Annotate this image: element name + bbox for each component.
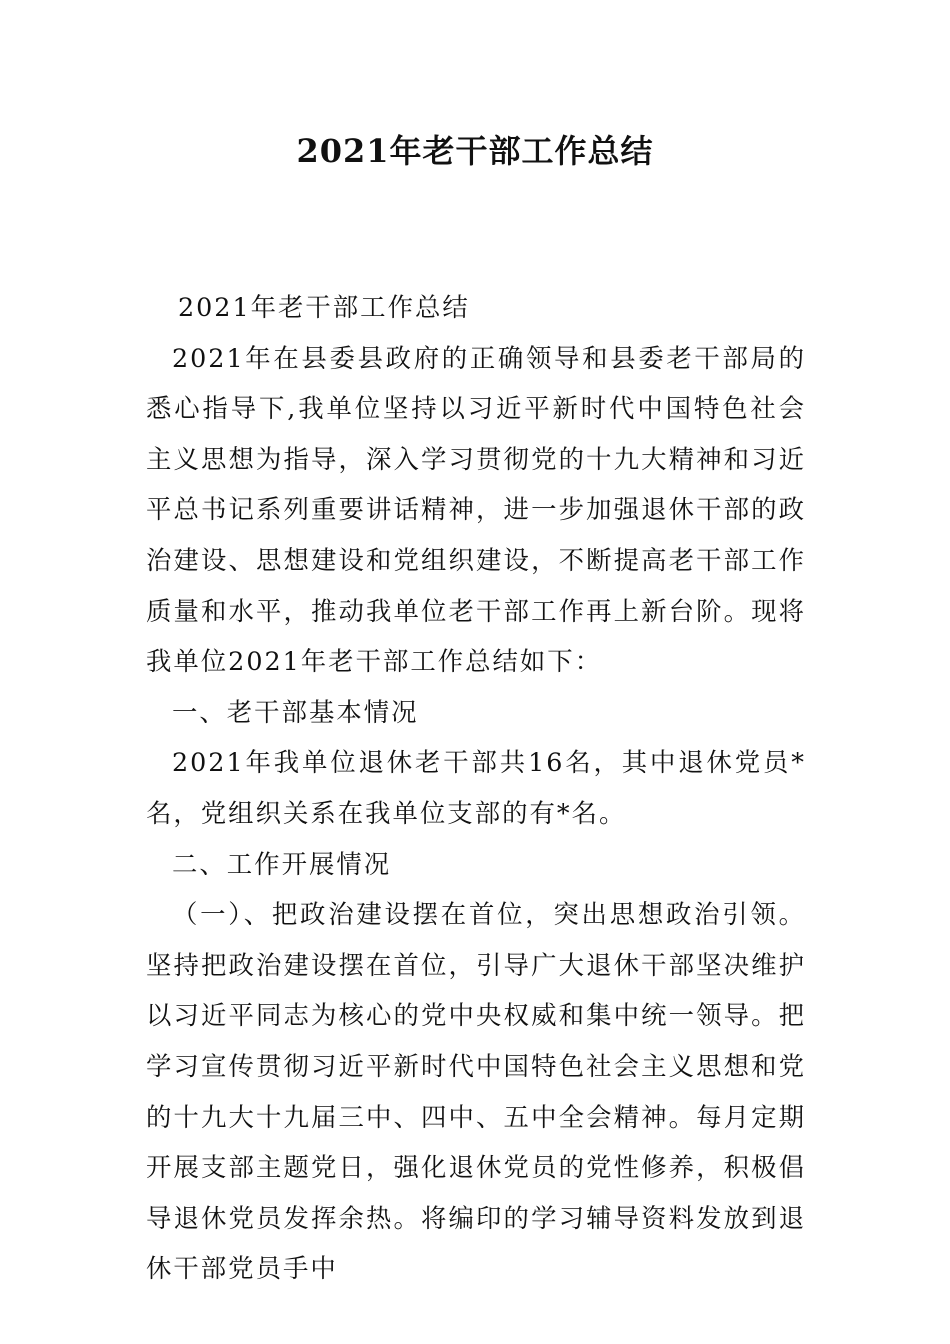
document-body <box>146 282 806 1294</box>
section-heading-work-progress: 二、工作开展情况 <box>172 848 392 879</box>
political-building-paragraph: （一）、把政治建设摆在首位，突出思想政治引领。坚持把政治建设摆在首位，引导广大退休干部坚决维护以习近平同志为核心的党中央权威和集中统一领导。把学习宣传贯彻习近平新时代中国特色社会主义思想和党的十九大十九届三中、四中、五中全会精神。每月定期开展支部主题党日，强化退休党员的党性修养，积极倡导退休党员发挥余热。将编印的学习辅导资料发放到退休干部党员手中 <box>146 899 806 1284</box>
basic-info-paragraph: 2021年我单位退休老干部共16名，其中退休党员*名，党组织关系在我单位支部的有*名。 <box>146 747 806 828</box>
document-title: 2021年老干部工作总结 <box>296 132 654 170</box>
document-subtitle-paragraph: 2021年老干部工作总结 <box>178 292 470 322</box>
section-heading-basic-info: 一、老干部基本情况 <box>172 696 419 727</box>
intro-paragraph: 2021年在县委县政府的正确领导和县委老干部局的悉心指导下,我单位坚持以习近平新时代中国特色社会主义思想为指导，深入学习贯彻党的十九大精神和习近平总书记系列重要讲话精神，进一步加强退休干部的政治建设、思想建设和党组织建设，不断提高老干部工作质量和水平，推动我单位老干部工作再上新台阶。现将我单位2021年老干部工作总结如下： <box>146 342 806 677</box>
